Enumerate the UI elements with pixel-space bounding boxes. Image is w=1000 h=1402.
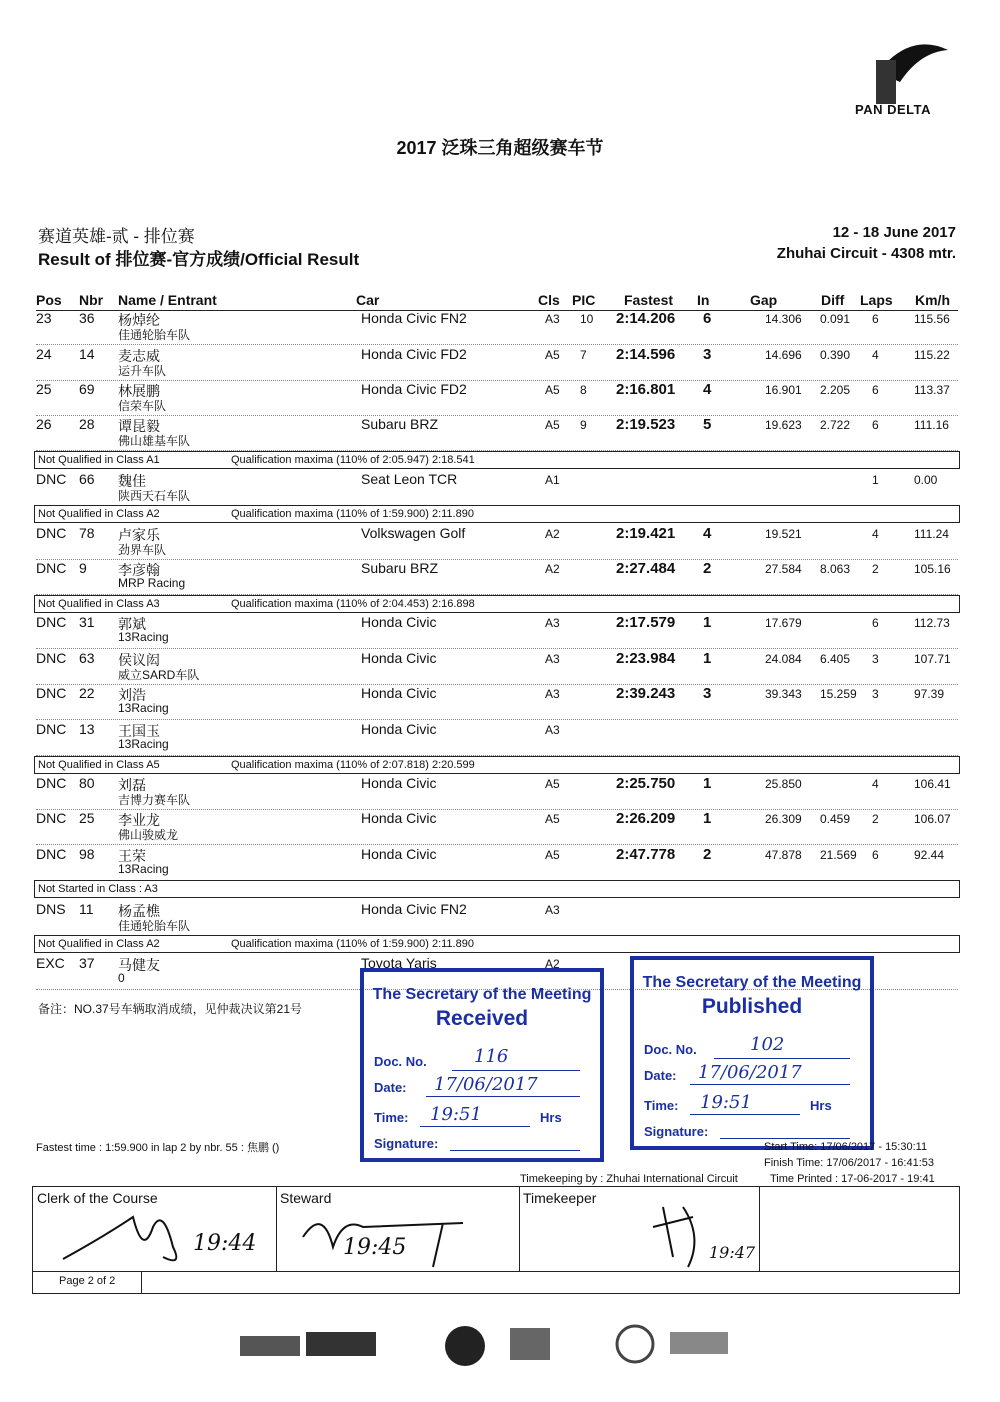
section-maxima: Qualification maxima (110% of 2:07.818) 2:20.599: [231, 759, 475, 771]
cell-pic: 8: [580, 383, 587, 397]
fastest-time: Fastest time : 1:59.900 in lap 2 by nbr. 55 : 焦鹏 (): [36, 1142, 280, 1154]
cell-diff: 2.722: [820, 418, 851, 432]
cell-cls: A1: [545, 473, 560, 487]
stamp-received-hrs: Hrs: [540, 1110, 562, 1125]
cell-car: Honda Civic: [361, 775, 437, 791]
row-divider: [36, 344, 958, 345]
cell-in: 1: [703, 810, 712, 827]
cell-nbr: 36: [79, 310, 95, 326]
table-row: [0, 346, 1000, 380]
cell-car: Seat Leon TCR: [361, 471, 458, 487]
cell-cls: A2: [545, 562, 560, 576]
cell-name: 李业龙: [118, 812, 160, 828]
clerk-time: 19:44: [193, 1231, 257, 1256]
cell-pos: DNC: [36, 614, 67, 630]
cell-laps: 6: [872, 616, 879, 630]
cell-cls: A3: [545, 723, 560, 737]
cell-name: 麦志威: [118, 348, 160, 364]
cell-pic: 10: [580, 312, 594, 326]
cell-pos: DNC: [36, 721, 67, 737]
timekeeping-by: Timekeeping by : Zhuhai International Circuit: [520, 1173, 738, 1185]
col-kmh: Km/h: [915, 292, 950, 308]
finish-time: Finish Time: 17/06/2017 - 16:41:53: [764, 1157, 934, 1169]
cell-gap: 16.901: [765, 383, 802, 397]
cell-cls: A5: [545, 383, 560, 397]
cell-team: 劲界车队: [118, 543, 167, 557]
cell-laps: 1: [872, 473, 879, 487]
cell-name: 李彦翰: [118, 562, 160, 578]
cell-car: Toyota Yaris: [361, 955, 437, 971]
cell-kmh: 0.00: [914, 473, 938, 487]
col-laps: Laps: [860, 292, 893, 308]
cell-in: 4: [703, 525, 712, 542]
cell-team: 威立SARD车队: [118, 668, 200, 682]
cell-fastest: 2:26.209: [616, 810, 676, 827]
stamp-received-doc: 116: [474, 1046, 509, 1067]
cell-diff: 15.259: [820, 687, 857, 701]
cell-nbr: 9: [79, 560, 87, 576]
cell-kmh: 107.71: [914, 652, 951, 666]
cell-name: 杨焯纶: [118, 312, 160, 328]
signature-box: [32, 1186, 960, 1294]
stamp-received-time-label: Time:: [374, 1110, 409, 1125]
cell-kmh: 92.44: [914, 848, 945, 862]
cell-team: 吉博力赛车队: [118, 793, 191, 807]
cell-kmh: 105.16: [914, 562, 951, 576]
cell-car: Honda Civic FN2: [361, 310, 467, 326]
cell-car: Honda Civic: [361, 650, 437, 666]
event-date: 12 - 18 June 2017: [832, 224, 956, 241]
cell-nbr: 66: [79, 471, 95, 487]
cell-name: 刘磊: [118, 777, 146, 793]
cell-nbr: 63: [79, 650, 95, 666]
cell-car: Subaru BRZ: [361, 416, 439, 432]
timekeeper-label: Timekeeper: [523, 1190, 597, 1206]
col-cls: Cls: [538, 292, 560, 308]
stamp-received-date-label: Date:: [374, 1080, 407, 1095]
timekeeper-time: 19:47: [709, 1243, 756, 1262]
steward-label: Steward: [280, 1190, 332, 1206]
cell-nbr: 37: [79, 955, 95, 971]
cell-team: 13Racing: [118, 630, 169, 644]
col-fastest: Fastest: [624, 292, 674, 308]
circuit-name: Zhuhai Circuit - 4308 mtr.: [776, 245, 956, 262]
cell-name: 卢家乐: [118, 527, 160, 543]
col-pos: Pos: [36, 292, 62, 308]
stamp-received-doc-label: Doc. No.: [374, 1054, 427, 1069]
section-title: Not Qualified in Class A1: [38, 454, 160, 466]
cell-pos: DNC: [36, 525, 67, 541]
table-row: [0, 775, 1000, 809]
cell-pos: 26: [36, 416, 52, 432]
cell-fastest: 2:14.206: [616, 310, 676, 327]
cell-cls: A5: [545, 777, 560, 791]
stamp-published-title: The Secretary of the Meeting: [642, 974, 862, 991]
col-name: Name / Entrant: [118, 292, 217, 308]
cell-gap: 14.696: [765, 348, 802, 362]
stamp-received-title: The Secretary of the Meeting: [372, 986, 592, 1003]
remark-note: 备注：NO.37号车辆取消成绩，见仲裁决议第21号: [38, 1002, 303, 1016]
cell-nbr: 11: [79, 901, 94, 917]
cell-car: Honda Civic FD2: [361, 346, 467, 362]
table-row: [0, 650, 1000, 684]
cell-cls: A2: [545, 527, 560, 541]
cell-nbr: 78: [79, 525, 95, 541]
cell-diff: 0.459: [820, 812, 851, 826]
table-row: [0, 901, 1000, 935]
section-title: Not Started in Class : A3: [38, 883, 158, 895]
cell-cls: A3: [545, 312, 560, 326]
row-divider: [36, 648, 958, 649]
cell-laps: 6: [872, 312, 879, 326]
cell-team: 佛山雄基车队: [118, 434, 191, 448]
stamp-published-date: 17/06/2017: [698, 1062, 802, 1083]
cell-name: 马健友: [118, 957, 160, 973]
cell-cls: A3: [545, 903, 560, 917]
cell-car: Honda Civic: [361, 810, 437, 826]
table-row: [0, 310, 1000, 344]
steward-time: 19:45: [343, 1235, 407, 1260]
cell-pos: 23: [36, 310, 52, 326]
cell-cls: A5: [545, 348, 560, 362]
time-printed: Time Printed : 17-06-2017 - 19:41: [770, 1173, 935, 1185]
cell-laps: 6: [872, 418, 879, 432]
cell-gap: 25.850: [765, 777, 802, 791]
cell-kmh: 106.07: [914, 812, 951, 826]
cell-pos: 24: [36, 346, 52, 362]
cell-fastest: 2:16.801: [616, 381, 676, 398]
cell-team: MRP Racing: [118, 576, 186, 590]
cell-name: 杨孟樵: [118, 903, 160, 919]
cell-team: 佛山骏威龙: [118, 828, 179, 842]
cell-team: 陕西天石车队: [118, 489, 191, 503]
cell-in: 6: [703, 310, 712, 327]
table-row: [0, 416, 1000, 450]
cell-in: 1: [703, 614, 712, 631]
cell-kmh: 111.24: [914, 527, 949, 541]
stamp-published-date-label: Date:: [644, 1068, 677, 1083]
cell-laps: 2: [872, 562, 879, 576]
row-divider: [36, 719, 958, 720]
cell-name: 王荣: [118, 848, 146, 864]
cell-laps: 4: [872, 527, 879, 541]
cell-car: Honda Civic: [361, 614, 437, 630]
cell-car: Subaru BRZ: [361, 560, 439, 576]
cell-name: 刘浩: [118, 687, 146, 703]
cell-nbr: 22: [79, 685, 95, 701]
section-maxima: Qualification maxima (110% of 1:59.900) 2:11.890: [231, 508, 474, 520]
stamp-published-status: Published: [701, 995, 803, 1018]
cell-pos: DNC: [36, 650, 67, 666]
cell-nbr: 25: [79, 810, 95, 826]
cell-laps: 6: [872, 848, 879, 862]
cell-cls: A5: [545, 848, 560, 862]
cell-fastest: 2:19.421: [616, 525, 676, 542]
cell-cls: A3: [545, 652, 560, 666]
cell-pos: DNC: [36, 810, 67, 826]
cell-cls: A5: [545, 418, 560, 432]
result-title: Result of 排位赛-官方成绩/Official Result: [38, 250, 360, 269]
cell-in: 2: [703, 560, 712, 577]
cell-pic: 9: [580, 418, 587, 432]
stamp-published-hrs: Hrs: [810, 1098, 832, 1113]
cell-diff: 0.390: [820, 348, 851, 362]
cell-pos: EXC: [36, 955, 65, 971]
cell-fastest: 2:25.750: [616, 775, 676, 792]
cell-in: 1: [703, 775, 712, 792]
col-gap: Gap: [750, 292, 778, 308]
cell-team: 13Racing: [118, 737, 169, 751]
col-car: Car: [356, 292, 380, 308]
cell-in: 1: [703, 650, 712, 667]
cell-diff: 2.205: [820, 383, 851, 397]
cell-gap: 19.623: [765, 418, 802, 432]
section-title: Not Qualified in Class A2: [38, 508, 160, 520]
cell-diff: 8.063: [820, 562, 851, 576]
clerk-label: Clerk of the Course: [37, 1190, 158, 1206]
table-row: [0, 846, 1000, 880]
cell-gap: 27.584: [765, 562, 802, 576]
stamp-published-doc: 102: [750, 1034, 785, 1055]
cell-nbr: 13: [79, 721, 95, 737]
col-pic: PIC: [572, 292, 596, 308]
cell-kmh: 115.22: [914, 348, 950, 362]
col-in: In: [697, 292, 710, 308]
stamp-received-time: 19:51: [430, 1104, 482, 1125]
cell-team: 运升车队: [118, 364, 167, 378]
cell-fastest: 2:23.984: [616, 650, 676, 667]
cell-gap: 17.679: [765, 616, 802, 630]
cell-pos: DNC: [36, 846, 67, 862]
cell-car: Honda Civic: [361, 721, 437, 737]
cell-pos: DNC: [36, 560, 67, 576]
stamp-received-status: Received: [435, 1007, 529, 1030]
class-section-bar: [34, 880, 960, 898]
cell-laps: 2: [872, 812, 879, 826]
table-row: [0, 810, 1000, 844]
section-maxima: Qualification maxima (110% of 2:05.947) 2:18.541: [231, 454, 475, 466]
cell-kmh: 111.16: [914, 418, 949, 432]
cell-fastest: 2:47.778: [616, 846, 676, 863]
table-row: [0, 381, 1000, 415]
cell-fastest: 2:17.579: [616, 614, 676, 631]
cell-team: 0: [118, 971, 125, 985]
cell-pic: 7: [580, 348, 587, 362]
cell-name: 郭斌: [118, 616, 146, 632]
class-section-bar: [34, 756, 960, 774]
class-section-bar: [34, 505, 960, 523]
stamp-published-time-label: Time:: [644, 1098, 679, 1113]
row-divider: [36, 844, 958, 845]
cell-in: 2: [703, 846, 712, 863]
cell-gap: 39.343: [765, 687, 802, 701]
cell-laps: 3: [872, 652, 879, 666]
sponsor-logos: [210, 1318, 730, 1368]
cell-car: Honda Civic: [361, 846, 437, 862]
cell-nbr: 31: [79, 614, 95, 630]
section-title: Not Qualified in Class A5: [38, 759, 160, 771]
stamp-published-sig-label: Signature:: [644, 1124, 709, 1139]
cell-kmh: 106.41: [914, 777, 951, 791]
stamp-published: [630, 956, 874, 1150]
cell-pos: DNC: [36, 471, 67, 487]
cell-name: 魏佳: [118, 473, 146, 489]
section-maxima: Qualification maxima (110% of 1:59.900) 2:11.890: [231, 938, 474, 950]
cell-pos: DNS: [36, 901, 66, 917]
stamp-received-date: 17/06/2017: [434, 1074, 538, 1095]
cell-kmh: 113.37: [914, 383, 950, 397]
class-section-bar: [34, 451, 960, 469]
cell-cls: A3: [545, 616, 560, 630]
col-diff: Diff: [821, 292, 845, 308]
cell-car: Honda Civic FN2: [361, 901, 467, 917]
cell-in: 5: [703, 416, 712, 433]
cell-laps: 3: [872, 687, 879, 701]
cell-pos: DNC: [36, 775, 67, 791]
cell-nbr: 69: [79, 381, 95, 397]
cell-diff: 0.091: [820, 312, 851, 326]
section-maxima: Qualification maxima (110% of 2:04.453) 2:16.898: [231, 598, 475, 610]
cell-gap: 47.878: [765, 848, 802, 862]
page-number: Page 2 of 2: [59, 1275, 116, 1287]
brand-name: PAN DELTA: [855, 102, 931, 117]
cell-cls: A5: [545, 812, 560, 826]
cell-team: 信荣车队: [118, 399, 167, 413]
start-time: Start Time: 17/06/2017 - 15:30:11: [764, 1141, 928, 1153]
col-nbr: Nbr: [79, 292, 104, 308]
cell-gap: 26.309: [765, 812, 802, 826]
stamp-received: [360, 968, 604, 1162]
table-row: [0, 685, 1000, 719]
cell-nbr: 28: [79, 416, 95, 432]
page-title: 2017 泛珠三角超级赛车节: [396, 138, 604, 158]
cell-fastest: 2:14.596: [616, 346, 676, 363]
cell-team: 13Racing: [118, 701, 169, 715]
cell-kmh: 112.73: [914, 616, 950, 630]
cell-in: 4: [703, 381, 712, 398]
table-row: [0, 560, 1000, 594]
cell-team: 佳通轮胎车队: [118, 919, 191, 933]
class-section-bar: [34, 935, 960, 953]
event-name: 赛道英雄-贰 - 排位赛: [38, 227, 195, 246]
cell-laps: 6: [872, 383, 879, 397]
cell-team: 13Racing: [118, 862, 169, 876]
cell-kmh: 115.56: [914, 312, 950, 326]
cell-in: 3: [703, 685, 712, 702]
table-row: [0, 721, 1000, 755]
cell-name: 林展鹏: [118, 383, 160, 399]
cell-gap: 14.306: [765, 312, 802, 326]
cell-in: 3: [703, 346, 712, 363]
class-section-bar: [34, 595, 960, 613]
cell-diff: 6.405: [820, 652, 851, 666]
cell-pos: DNC: [36, 685, 67, 701]
cell-car: Honda Civic: [361, 685, 437, 701]
cell-nbr: 98: [79, 846, 95, 862]
section-title: Not Qualified in Class A2: [38, 938, 160, 950]
cell-name: 侯议闳: [118, 652, 160, 668]
table-row: [0, 614, 1000, 648]
cell-nbr: 80: [79, 775, 95, 791]
section-title: Not Qualified in Class A3: [38, 598, 160, 610]
table-row: [0, 471, 1000, 505]
cell-name: 王国玉: [118, 723, 160, 739]
cell-kmh: 97.39: [914, 687, 945, 701]
cell-car: Honda Civic FD2: [361, 381, 467, 397]
cell-laps: 4: [872, 777, 879, 791]
cell-cls: A2: [545, 957, 560, 971]
cell-nbr: 14: [79, 346, 95, 362]
cell-pos: 25: [36, 381, 52, 397]
cell-fastest: 2:19.523: [616, 416, 676, 433]
cell-cls: A3: [545, 687, 560, 701]
cell-laps: 4: [872, 348, 879, 362]
stamp-published-doc-label: Doc. No.: [644, 1042, 697, 1057]
cell-gap: 19.521: [765, 527, 802, 541]
cell-team: 佳通轮胎车队: [118, 328, 191, 342]
cell-name: 谭昆毅: [118, 418, 160, 434]
stamp-received-sig-label: Signature:: [374, 1136, 439, 1151]
cell-fastest: 2:39.243: [616, 685, 676, 702]
stamp-published-time: 19:51: [700, 1092, 752, 1113]
cell-gap: 24.084: [765, 652, 802, 666]
cell-car: Volkswagen Golf: [361, 525, 466, 541]
table-row: [0, 525, 1000, 559]
cell-diff: 21.569: [820, 848, 857, 862]
cell-fastest: 2:27.484: [616, 560, 676, 577]
